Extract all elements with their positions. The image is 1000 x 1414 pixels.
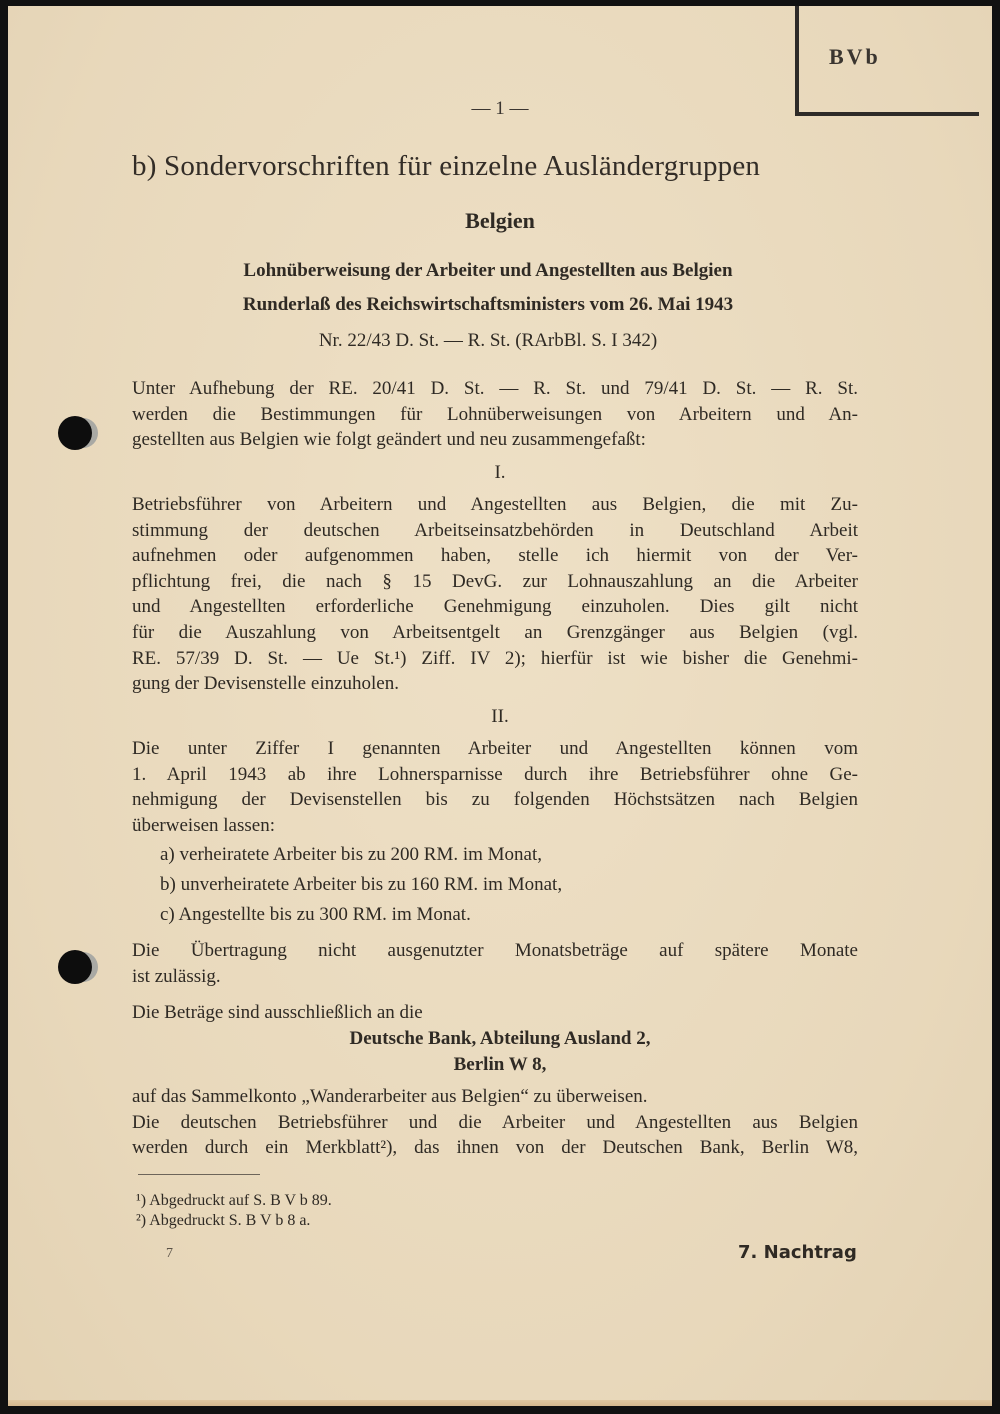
page-edge — [8, 1400, 992, 1406]
punch-hole-icon — [58, 416, 92, 450]
text-line: werden durch ein Merkblatt²), das ihnen von der Deutschen Bank, Berlin W8, — [132, 1137, 858, 1159]
list-item: b) unverheiratete Arbeiter bis zu 160 RM. im Monat, — [160, 874, 563, 895]
bank-name: Deutsche Bank, Abteilung Ausland 2, — [349, 1028, 651, 1049]
list-item: c) Angestellte bis zu 300 RM. im Monat. — [160, 904, 471, 925]
country-heading: Belgien — [465, 208, 535, 233]
text-line: nehmigung der Devisenstellen bis zu folgenden Höchstsätzen nach Belgien — [132, 789, 858, 811]
text-line: stimmung der deutschen Arbeitseinsatzbehörden in Deutschland Arbeit — [132, 519, 858, 541]
intro-paragraph — [132, 376, 858, 453]
text-line: ist zulässig. — [132, 965, 221, 987]
text-line: für die Auszahlung von Arbeitsentgelt an Grenzgänger aus Belgien (vgl. — [132, 621, 858, 643]
text-line: Betriebsführer von Arbeitern und Angestellten aus Belgien, die mit Zu- — [132, 494, 858, 515]
text-line: gung der Devisenstelle einzuholen. — [132, 673, 399, 695]
print-mark: 7 — [166, 1246, 173, 1261]
punch-hole-icon — [58, 950, 92, 984]
text-line: Die deutschen Betriebsführer und die Arbeiter und Angestellten aus Belgien — [132, 1111, 858, 1133]
text-line: überweisen lassen: — [132, 814, 275, 836]
bank-address: Berlin W 8, — [453, 1054, 547, 1075]
text-line: auf das Sammelkonto „Wanderarbeiter aus Belgien“ zu überweisen. — [132, 1086, 648, 1107]
closing-paragraph — [132, 1084, 858, 1161]
text-line: aufnehmen oder aufgenommen haben, stelle ich hiermit von der Ver- — [132, 545, 858, 567]
footnote-1: ¹) Abgedruckt auf S. B V b 89. — [136, 1192, 332, 1209]
text-line: und Angestellten erforderliche Genehmigung einzuholen. Dies gilt nicht — [132, 596, 858, 618]
text-line: werden die Bestimmungen für Lohnüberweisungen von Arbeitern und An- — [132, 403, 858, 425]
list-item: a) verheiratete Arbeiter bis zu 200 RM. im Monat, — [160, 844, 543, 865]
footnote-divider — [138, 1174, 260, 1175]
text-line: 1. April 1943 ab ihre Lohnersparnisse durch ihre Betriebsführer ohne Ge- — [132, 763, 858, 785]
part2-paragraph — [132, 736, 858, 838]
text-line: RE. 57/39 D. St. — Ue St.¹) Ziff. IV 2); hierfür ist wie bisher die Genehmi- — [132, 647, 858, 669]
text-line: Die Übertragung nicht ausgenutzter Monatsbeträge auf spätere Monate — [132, 940, 858, 961]
part-numeral-2: II. — [491, 706, 509, 727]
text-line: gestellten aus Belgien wie folgt geändert und neu zusammengefaßt: — [132, 429, 646, 451]
section-tab-label: BVb — [829, 44, 881, 69]
transfer-paragraph — [132, 938, 858, 989]
page-number: — 1 — — [471, 98, 529, 119]
decree-source: Runderlaß des Reichswirtschaftsministers vom 26. Mai 1943 — [242, 294, 734, 315]
document-page — [8, 6, 992, 1406]
supplement-label: 7. Nachtrag — [738, 1242, 857, 1263]
text-line: pflichtung frei, die nach § 15 DevG. zur Lohnauszahlung an die Arbeiter — [132, 570, 858, 592]
part1-paragraph — [132, 492, 858, 697]
text-line: Die Beträge sind ausschließlich an die — [132, 1002, 423, 1023]
text-line: Die unter Ziffer I genannten Arbeiter und Angestellten können vom — [132, 738, 858, 759]
payment-intro — [132, 1000, 858, 1026]
decree-reference: Nr. 22/43 D. St. — R. St. (RArbBl. S. I 342) — [318, 330, 658, 351]
decree-title: Lohnüberweisung der Arbeiter und Angestellten aus Belgien — [243, 260, 733, 281]
section-heading: b) Sondervorschriften für einzelne Ausländergruppen — [132, 150, 761, 182]
footnote-2: ²) Abgedruckt S. B V b 8 a. — [136, 1212, 311, 1229]
part-numeral-1: I. — [494, 462, 506, 483]
text-line: Unter Aufhebung der RE. 20/41 D. St. — R. St. und 79/41 D. St. — R. St. — [132, 378, 858, 399]
